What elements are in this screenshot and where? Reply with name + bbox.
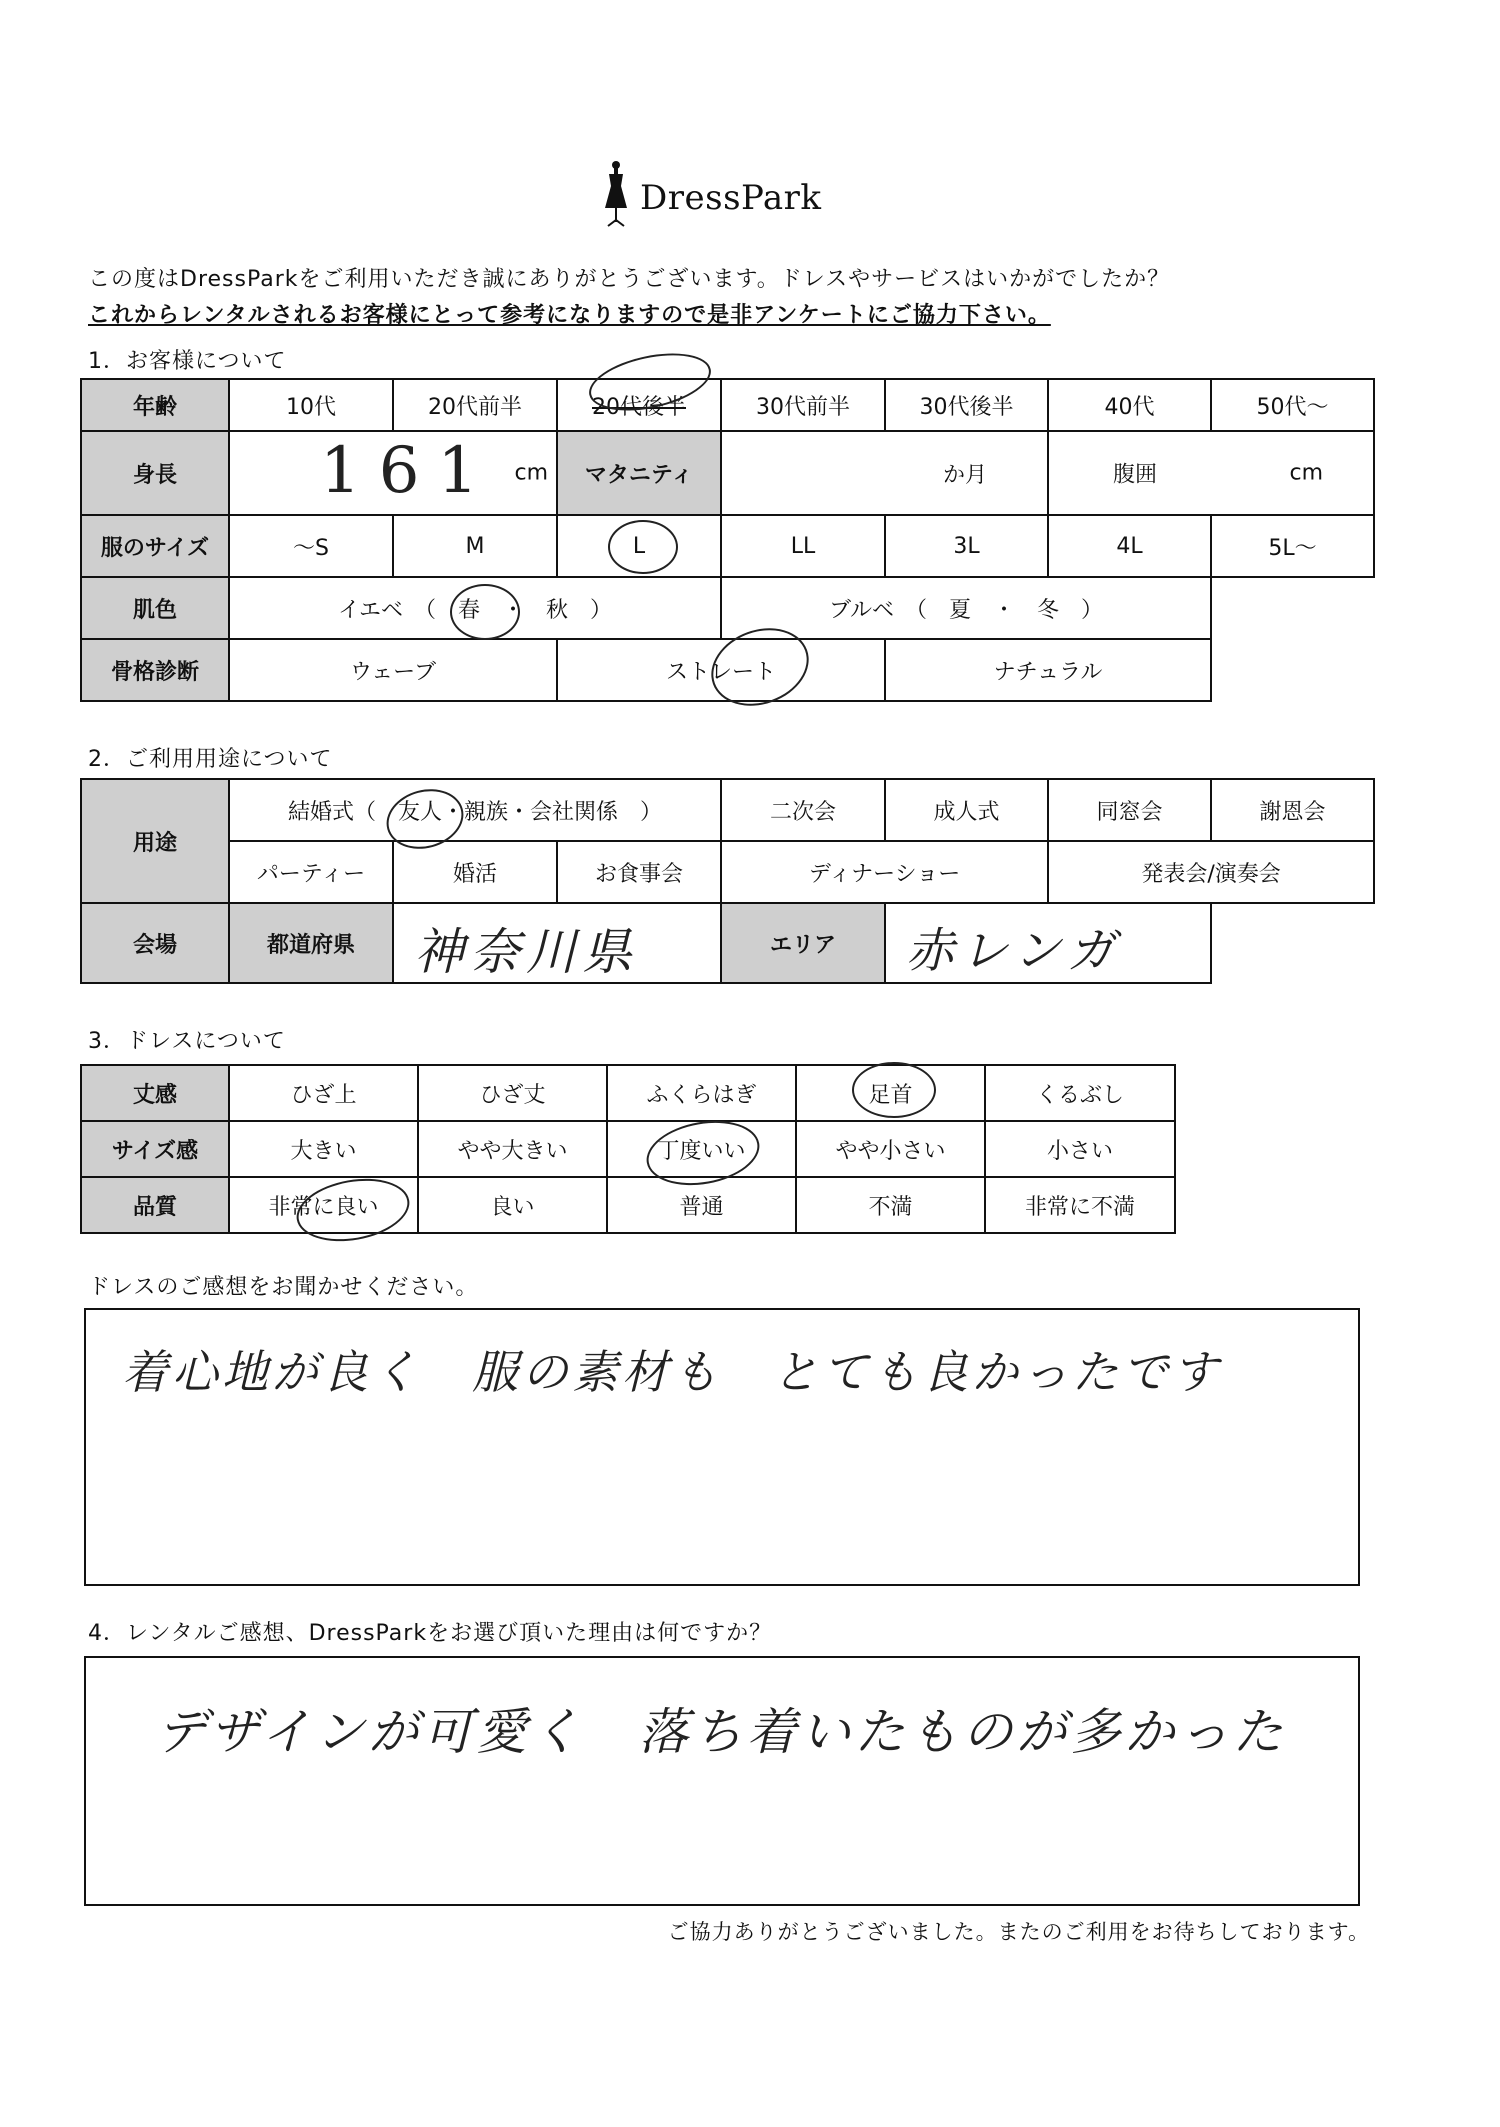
age-label: 年齢 xyxy=(81,379,229,431)
length-option[interactable]: ふくらはぎ xyxy=(607,1065,796,1121)
area-field[interactable] xyxy=(885,903,1211,983)
size-option[interactable]: 3L xyxy=(885,515,1048,577)
brand-name: DressPark xyxy=(640,178,822,218)
frame-option[interactable]: ナチュラル xyxy=(885,639,1211,701)
size-option[interactable]: 5L～ xyxy=(1211,515,1374,577)
length-option[interactable]: ひざ上 xyxy=(229,1065,418,1121)
height-label: 身長 xyxy=(81,431,229,515)
skin-blue[interactable]: ブルベ （ 夏 ・ 冬 ） xyxy=(721,577,1211,639)
height-field[interactable] xyxy=(229,431,557,515)
frame-option-selected[interactable]: ストレート xyxy=(557,639,885,701)
usage-table xyxy=(80,778,1375,984)
length-option[interactable]: くるぶし xyxy=(985,1065,1175,1121)
quality-option[interactable]: 普通 xyxy=(607,1177,796,1233)
frame-option[interactable]: ウェーブ xyxy=(229,639,557,701)
purpose-option[interactable]: パーティー xyxy=(229,841,393,903)
frame-label: 骨格診断 xyxy=(81,639,229,701)
length-option[interactable]: ひざ丈 xyxy=(418,1065,607,1121)
purpose-option[interactable]: 発表会/演奏会 xyxy=(1048,841,1374,903)
quality-option[interactable]: 良い xyxy=(418,1177,607,1233)
length-selection-mark xyxy=(852,1062,936,1118)
purpose-option[interactable]: 謝恩会 xyxy=(1211,779,1374,841)
quality-option[interactable]: 不満 xyxy=(796,1177,985,1233)
intro-request: これからレンタルされるお客様にとって参考になりますので是非アンケートにご協力下さい。 xyxy=(88,303,1051,328)
intro-text: この度はDressParkをご利用いただき誠にありがとうございます。ドレスやサービスはいかがでしたか？ xyxy=(88,267,1171,292)
dress-comment-text: 着心地が良く 服の素材も とても良かったです xyxy=(122,1345,1222,1399)
skin-yellow[interactable]: イエベ （ 春 ・ 秋 ） xyxy=(229,577,721,639)
fit-option-selected[interactable]: 丁度いい xyxy=(607,1121,796,1177)
dress-mannequin-icon xyxy=(600,160,632,230)
fit-option[interactable]: 小さい xyxy=(985,1121,1175,1177)
skin-selection-mark xyxy=(450,584,520,640)
age-option[interactable]: 10代 xyxy=(229,379,393,431)
purpose-wedding[interactable]: 結婚式（ 友人・親族・会社関係 ） xyxy=(229,779,721,841)
age-option[interactable]: 30代後半 xyxy=(885,379,1048,431)
fit-label: サイズ感 xyxy=(81,1121,229,1177)
skin-label: 肌色 xyxy=(81,577,229,639)
size-option[interactable]: LL xyxy=(721,515,885,577)
fit-option[interactable]: やや小さい xyxy=(796,1121,985,1177)
purpose-option[interactable]: 婚活 xyxy=(393,841,557,903)
dress-table xyxy=(80,1064,1176,1234)
purpose-option[interactable]: 二次会 xyxy=(721,779,885,841)
age-option[interactable]: 30代前半 xyxy=(721,379,885,431)
purpose-option[interactable]: お食事会 xyxy=(557,841,721,903)
quality-option[interactable]: 非常に不満 xyxy=(985,1177,1175,1233)
size-label: 服のサイズ xyxy=(81,515,229,577)
height-unit: cm xyxy=(514,460,548,486)
purpose-option[interactable]: 成人式 xyxy=(885,779,1048,841)
waist-field[interactable] xyxy=(1048,431,1374,515)
reason-comment-text: デザインが可愛く 落ち着いたものが多かった xyxy=(156,1703,1287,1761)
length-option-selected[interactable]: 足首 xyxy=(796,1065,985,1121)
length-label: 丈感 xyxy=(81,1065,229,1121)
maternity-label: マタニティ xyxy=(557,431,721,515)
waist-label: 腹囲 xyxy=(1113,462,1158,488)
reason-comment-box[interactable] xyxy=(84,1656,1360,1906)
size-option-selected[interactable]: L xyxy=(557,515,721,577)
section2-title: 2．ご利用用途について xyxy=(88,747,333,772)
purpose-label: 用途 xyxy=(81,779,229,903)
quality-label: 品質 xyxy=(81,1177,229,1233)
purpose-option[interactable]: ディナーショー xyxy=(721,841,1048,903)
brand-logo xyxy=(600,160,840,230)
area-label: エリア xyxy=(721,903,885,983)
dress-comment-box[interactable] xyxy=(84,1308,1360,1586)
venue-label: 会場 xyxy=(81,903,229,983)
size-option[interactable]: 4L xyxy=(1048,515,1211,577)
section4-title: 4．レンタルご感想、DressParkをお選び頂いた理由は何ですか？ xyxy=(88,1621,773,1646)
quality-option-selected[interactable]: 非常に良い xyxy=(229,1177,418,1233)
size-option[interactable]: M xyxy=(393,515,557,577)
size-selection-mark xyxy=(608,520,678,574)
prefecture-label: 都道府県 xyxy=(229,903,393,983)
prefecture-value: 神奈川県 xyxy=(414,923,638,981)
age-option[interactable]: 40代 xyxy=(1048,379,1211,431)
age-option[interactable]: 20代前半 xyxy=(393,379,557,431)
maternity-unit[interactable]: か月 xyxy=(721,431,1048,515)
height-value: 161 xyxy=(320,434,497,508)
area-value: 赤レンガ xyxy=(906,923,1121,979)
age-option-selected[interactable]: 20代後半 xyxy=(557,379,721,431)
closing-message: ご協力ありがとうございました。またのご利用をお待ちしております。 xyxy=(667,1920,1370,1944)
fit-option[interactable]: やや大きい xyxy=(418,1121,607,1177)
section1-title: 1．お客様について xyxy=(88,349,287,374)
fit-option[interactable]: 大きい xyxy=(229,1121,418,1177)
section3-title: 3．ドレスについて xyxy=(88,1029,286,1054)
prefecture-field[interactable] xyxy=(393,903,721,983)
dress-comment-prompt: ドレスのご感想をお聞かせください。 xyxy=(88,1275,479,1300)
size-option[interactable]: ～S xyxy=(229,515,393,577)
purpose-option[interactable]: 同窓会 xyxy=(1048,779,1211,841)
age-option[interactable]: 50代～ xyxy=(1211,379,1374,431)
waist-unit: cm xyxy=(1289,460,1323,486)
